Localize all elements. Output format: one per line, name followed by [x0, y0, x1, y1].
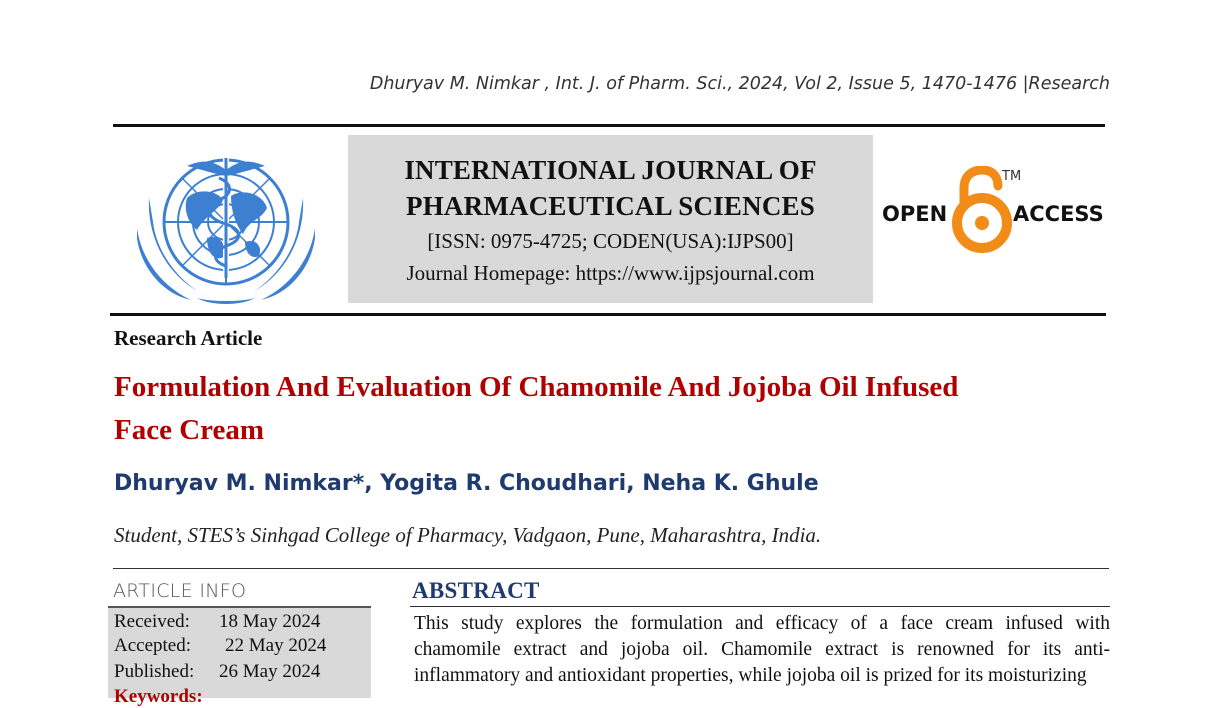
received-label: Received: [114, 611, 190, 632]
journal-title-line1: INTERNATIONAL JOURNAL OF [404, 155, 817, 185]
open-access-left-word: OPEN [882, 202, 948, 226]
published-row [114, 661, 321, 683]
keywords-label: Keywords: [114, 686, 203, 707]
trademark-mark: TM [1002, 169, 1022, 184]
article-info-box [108, 608, 371, 707]
published-label: Published: [114, 661, 195, 682]
paper-title-line1: Formulation And Evaluation Of Chamomile And Jojoba Oil Infused [114, 371, 959, 403]
paper-title [114, 366, 1094, 452]
accepted-row [114, 635, 327, 657]
journal-homepage: Journal Homepage: https://www.ijpsjournal.com [406, 261, 815, 285]
accepted-date: 22 May 2024 [225, 635, 327, 656]
top-rule [113, 124, 1105, 127]
article-info-heading: ARTICLE INFO [113, 580, 247, 602]
abstract-text: This study explores the formulation and efficacy of a face cream infused with chamomile extract and jojoba oil. Chamomile extract is renowned for its anti-inflammatory and antioxidant properties, while jojoba oil is prized for its moisturizing [414, 613, 1110, 686]
masthead-bottom-rule [110, 313, 1106, 316]
open-access-logo [880, 166, 1110, 256]
running-head: Dhuryav M. Nimkar , Int. J. of Pharm. Sci., 2024, Vol 2, Issue 5, 1470-1476 |Research [369, 74, 1110, 94]
section-divider [113, 568, 1109, 569]
published-date: 26 May 2024 [219, 661, 321, 682]
journal-title-line2: PHARMACEUTICAL SCIENCES [406, 191, 815, 221]
open-access-right-word: ACCESS [1013, 202, 1104, 226]
received-row [114, 611, 321, 633]
emblem-icon [127, 138, 325, 306]
journal-issn: [ISSN: 0975-4725; CODEN(USA):IJPS00] [427, 229, 794, 253]
abstract-heading: ABSTRACT [412, 578, 540, 603]
accepted-label: Accepted: [114, 635, 192, 656]
affiliation: Student, STES’s Sinhgad College of Pharmacy, Vadgaon, Pune, Maharashtra, India. [114, 523, 822, 547]
article-type: Research Article [114, 326, 263, 350]
received-date: 18 May 2024 [219, 611, 321, 632]
paper-title-line2: Face Cream [114, 414, 265, 446]
journal-masthead [348, 135, 873, 303]
abstract-rule [410, 606, 1110, 607]
author-list: Dhuryav M. Nimkar*, Yogita R. Choudhari, Neha K. Ghule [114, 471, 819, 496]
